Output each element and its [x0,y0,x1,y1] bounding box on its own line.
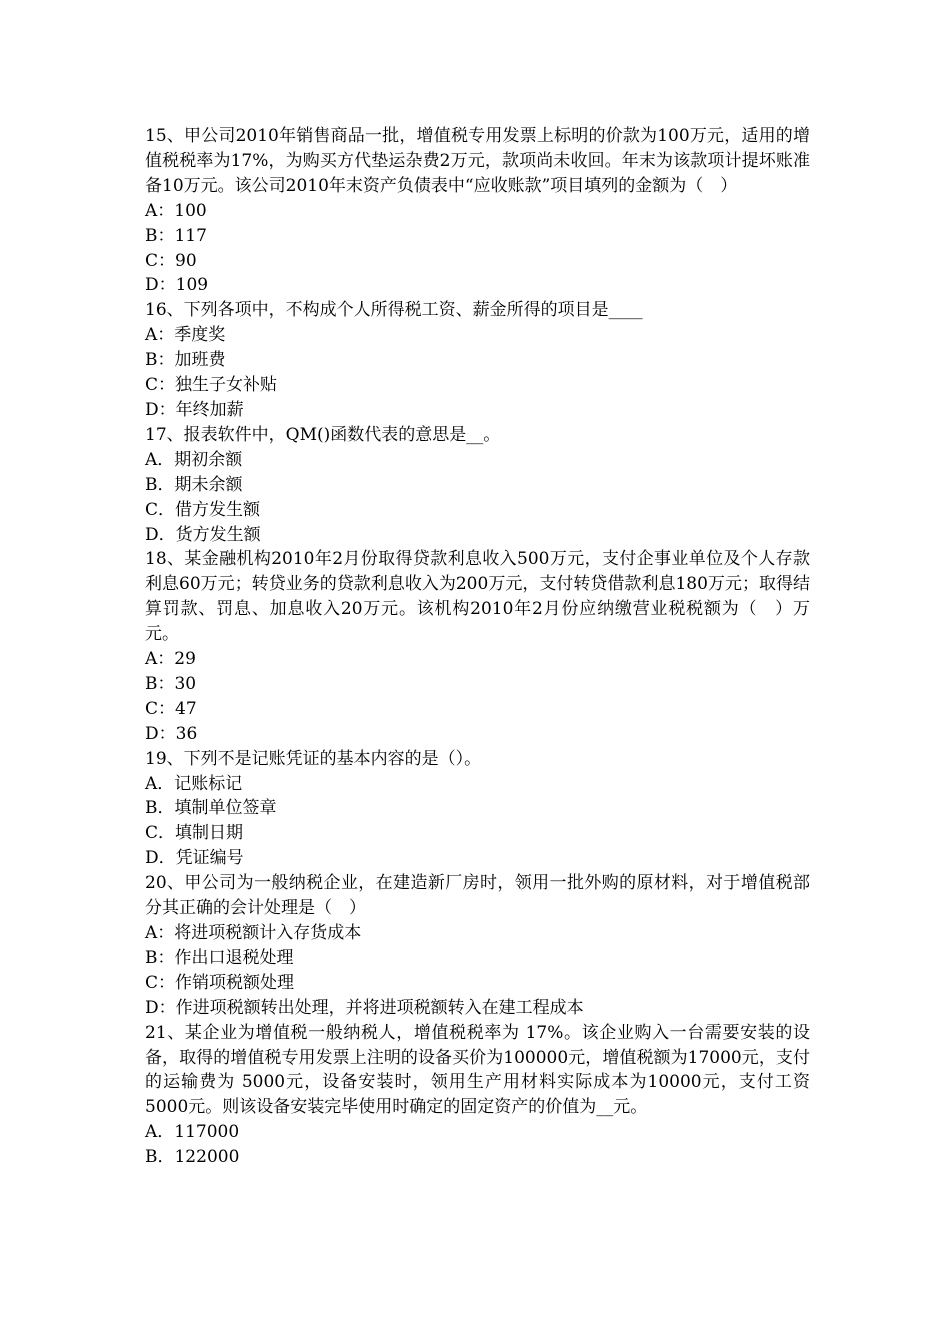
question-16-option-d: D：年终加薪 [145,399,244,420]
question-19-option-d: D．凭证编号 [145,848,244,869]
question-20-option-a: A：将进项税额计入存货成本 [145,923,362,943]
question-15-option-d: D：109 [145,275,209,296]
question-list [145,124,810,1170]
question-20-stem: 20、甲公司为一般纳税企业，在建造新厂房时，领用一批外购的原材料，对于增值税部分其正确的会计处理是（ ） [145,873,810,919]
question-18-option-b: B：30 [145,673,197,694]
question-21-option-b: B．122000 [145,1147,240,1168]
question-18-option-c: C：47 [145,698,197,719]
question-19-stem: 19、下列不是记账凭证的基本内容的是（）。 [145,748,482,769]
question-16-stem: 16、下列各项中，不构成个人所得税工资、薪金所得的项目是____ [145,300,643,321]
question-21-stem: 21、某企业为增值税一般纳税人，增值税税率为 17%。该企业购入一台需要安装的设备，取得的增值税专用发票上注明的设备买价为100000元，增值税额为17000元，支付的运输费为 5000元，设备安装时，领用生产用材料实际成本为10000元，支付工资5000元。则该设备安装完毕使用时确定的固定资产的价值为__元。 [145,1022,810,1118]
question-19-option-b: B．填制单位签章 [145,798,277,819]
question-18-option-a: A：29 [145,649,196,670]
question-19-option-c: C．填制日期 [145,823,244,844]
question-17-option-c: C．借方发生额 [145,499,261,520]
question-20-option-d: D：作进项税额转出处理，并将进项税额转入在建工程成本 [145,997,584,1018]
question-20-option-c: C：作销项税额处理 [145,972,295,993]
question-18-option-d: D：36 [145,723,198,744]
question-17-stem: 17、报表软件中，QM()函数代表的意思是__。 [145,424,501,445]
question-15-stem: 15、甲公司2010年销售商品一批，增值税专用发票上标明的价款为100万元，适用的增值税税率为17%，为购买方代垫运杂费2万元，款项尚未收回。年末为该款项计提坏账准备10万元。该公司2010年末资产负债表中“应收账款”项目填列的金额为（ ） [145,126,810,196]
question-17-option-a: A．期初余额 [145,449,243,470]
question-16-option-c: C：独生子女补贴 [145,375,278,396]
question-18-stem: 18、某金融机构2010年2月份取得贷款利息收入500万元，支付企事业单位及个人存款利息60万元；转贷业务的贷款利息收入为200万元，支付转贷借款利息180万元；取得结算罚款、罚息、加息收入20万元。该机构2010年2月份应纳缴营业税税额为（ ）万元。 [145,549,810,645]
question-20-option-b: B：作出口退税处理 [145,947,294,968]
question-15-option-b: B：117 [145,225,207,246]
question-15-option-c: C：90 [145,250,197,271]
question-19-option-a: A．记账标记 [145,773,243,794]
question-16-option-b: B：加班费 [145,350,226,371]
question-15-option-a: A：100 [145,200,207,221]
question-17-option-b: B．期未余额 [145,474,243,495]
question-21-option-a: A．117000 [145,1122,240,1143]
question-17-option-d: D．货方发生额 [145,524,261,545]
question-16-option-a: A：季度奖 [145,325,226,346]
